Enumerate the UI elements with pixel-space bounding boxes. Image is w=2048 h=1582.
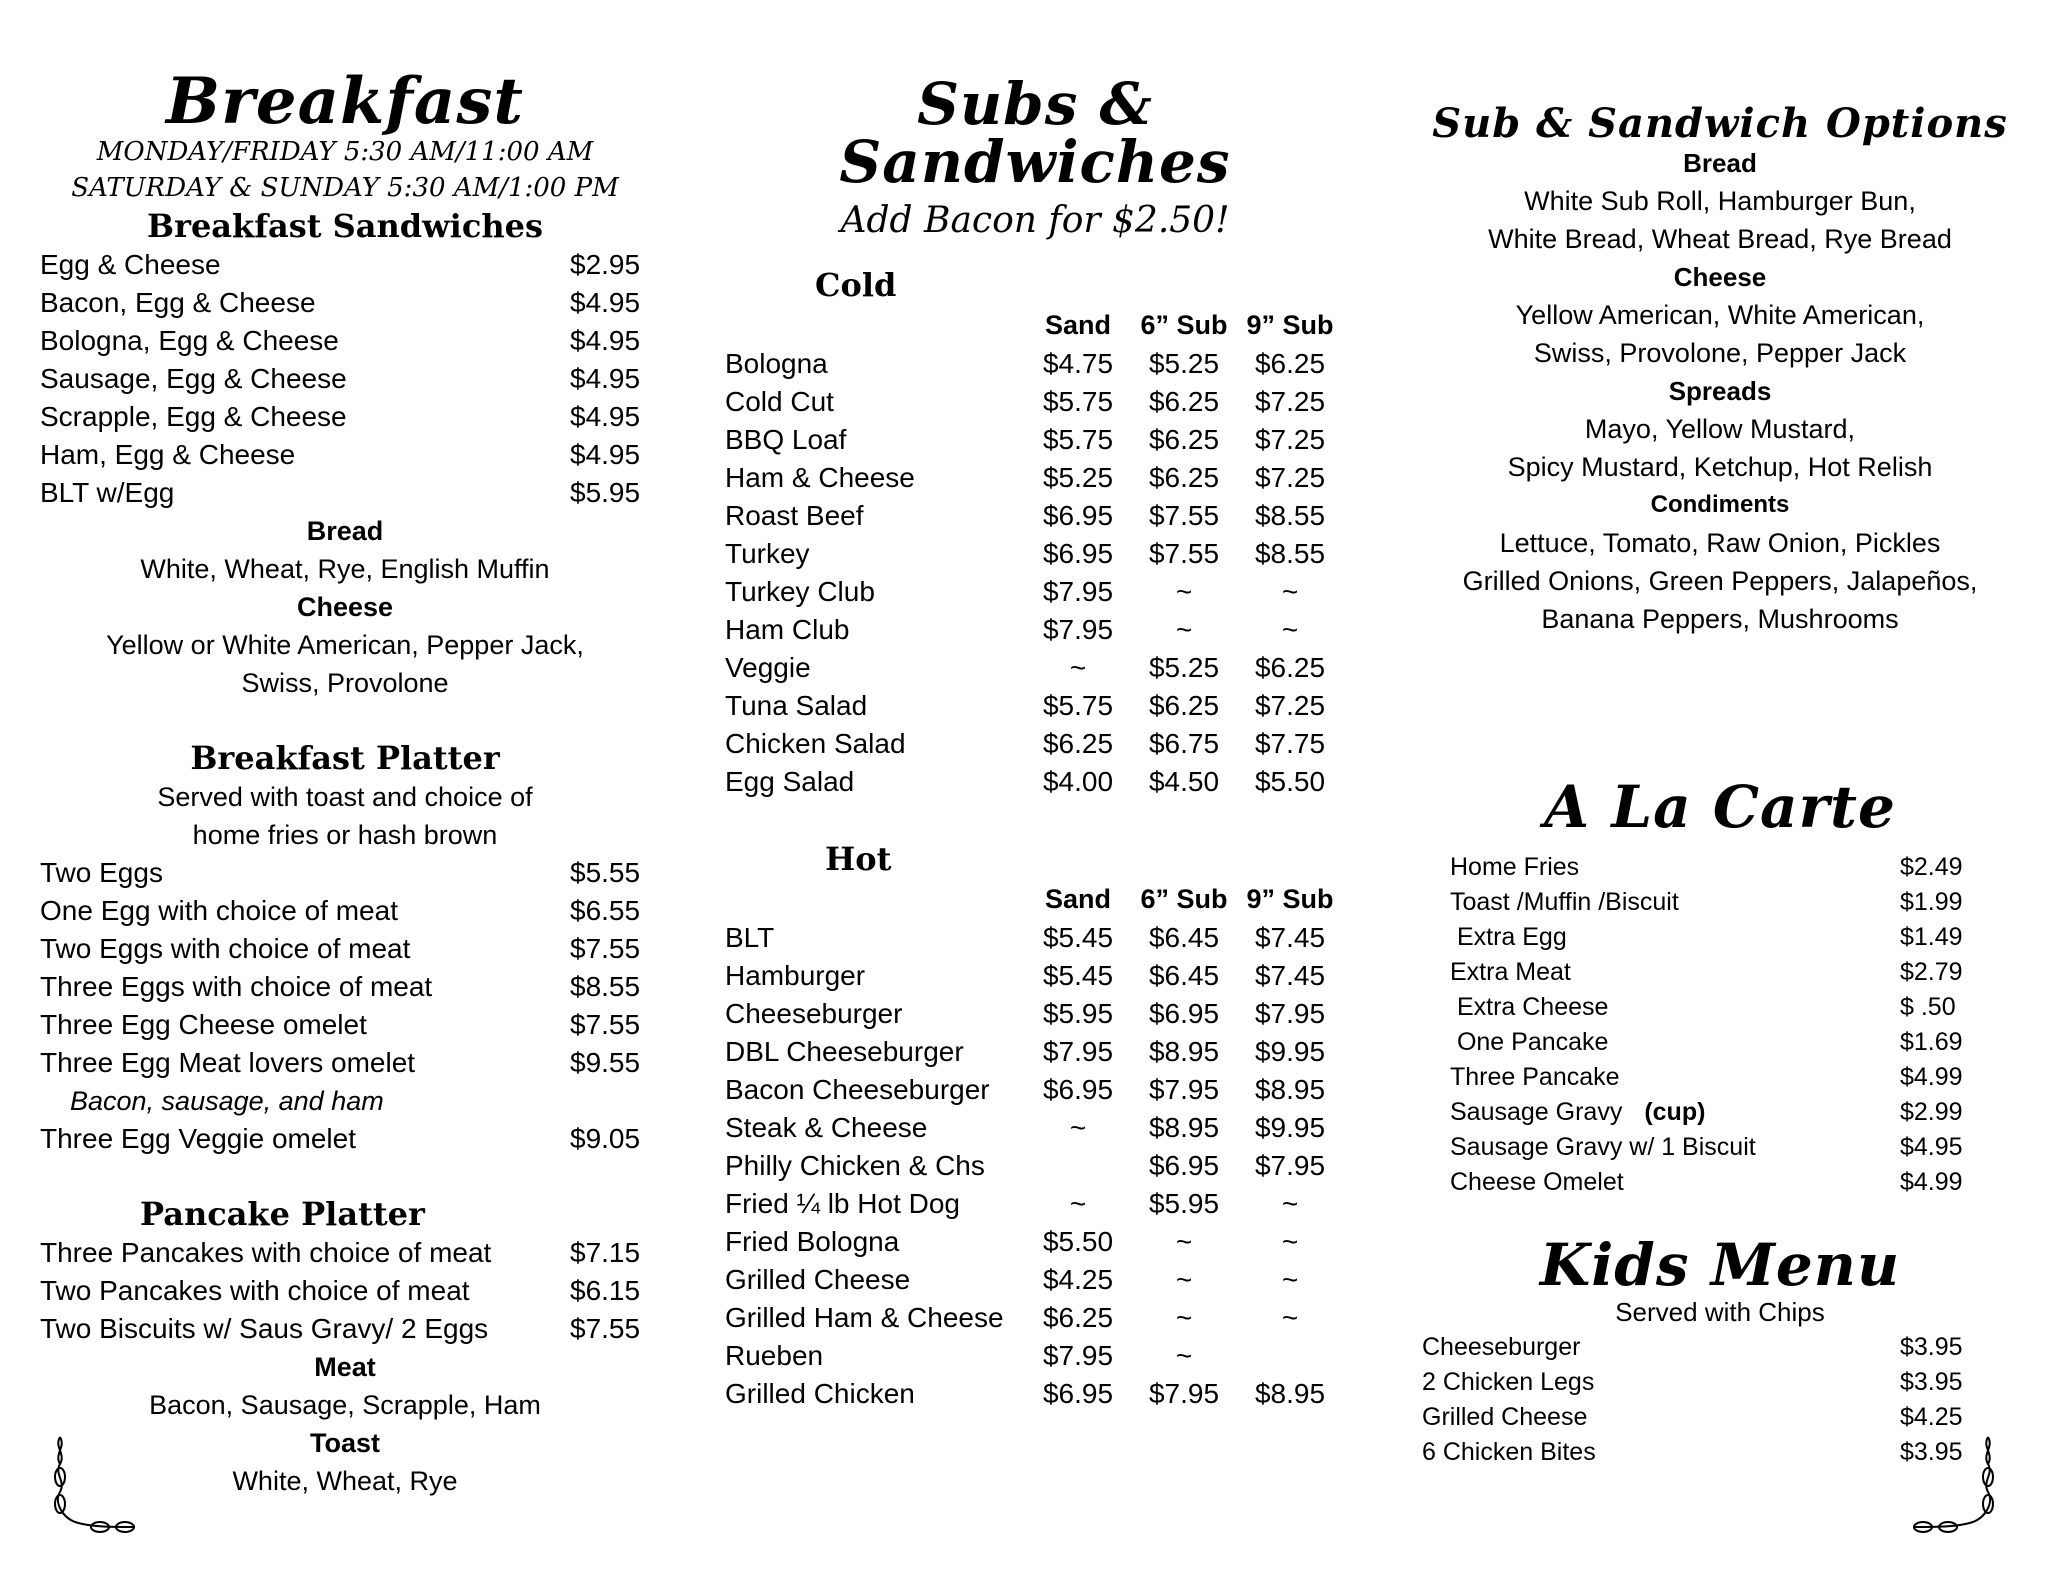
item-price: $4.50 [1148, 766, 1220, 797]
list-item [1450, 885, 1980, 920]
list-item [1450, 1165, 1980, 1200]
options-condiments-text-3: Banana Peppers, Mushrooms [1541, 604, 1899, 634]
item-price: ~ [1175, 1264, 1193, 1295]
platter-desc-1: Served with toast and choice of [157, 782, 533, 812]
options-bread-label: Bread [1683, 148, 1757, 178]
hours-weekend: SATURDAY & SUNDAY 5:30 AM/1:00 PM [71, 173, 619, 203]
list-item [40, 398, 650, 436]
item-name: Extra Egg [1450, 923, 1567, 951]
options-spreads-text-2: Spicy Mustard, Ketchup, Hot Relish [1507, 452, 1933, 482]
item-price: $5.45 [1042, 922, 1114, 953]
cold-table [725, 305, 1343, 801]
subs-column [725, 0, 1345, 1413]
table-row [725, 725, 1343, 763]
alacarte-list [1450, 850, 1980, 1200]
table-row [725, 649, 1343, 687]
meat-label: Meat [314, 1352, 376, 1382]
table-row [725, 459, 1343, 497]
options-condiments-text-2: Grilled Onions, Green Peppers, Jalapeños, [1462, 566, 1978, 596]
item-price: $5.50 [1042, 1226, 1114, 1257]
item-price: ~ [1175, 1302, 1193, 1333]
item-name: Three Egg Cheese omelet [40, 1009, 367, 1040]
list-item [40, 930, 650, 968]
item-price: $6.95 [1042, 1074, 1114, 1105]
table-row [725, 421, 1343, 459]
cheese-label: Cheese [296, 592, 394, 622]
item-price: $5.95 [1042, 998, 1114, 1029]
item-price: $2.99 [1900, 1098, 1963, 1126]
item-price: $7.95 [1254, 998, 1326, 1029]
item-price: $5.50 [1254, 766, 1326, 797]
item-name: Three Egg Veggie omelet [40, 1123, 356, 1154]
item-price: $4.95 [570, 325, 641, 356]
item-price: $6.15 [570, 1275, 641, 1306]
table-row [725, 1299, 1343, 1337]
item-name: Two Biscuits w/ Saus Gravy/ 2 Eggs [40, 1313, 489, 1344]
list-item [40, 284, 650, 322]
list-item [40, 892, 650, 930]
item-price: ~ [1175, 576, 1193, 607]
cheese-text-2: Swiss, Provolone [241, 668, 449, 698]
list-item [1450, 955, 1980, 990]
item-price: $7.95 [1042, 1036, 1114, 1067]
cheese-text-1: Yellow or White American, Pepper Jack, [106, 630, 584, 660]
item-name: Scrapple, Egg & Cheese [40, 401, 347, 432]
item-name: Steak & Cheese [725, 1112, 928, 1143]
item-name: Three Pancake [1450, 1063, 1620, 1091]
item-price: $7.25 [1254, 462, 1326, 493]
item-name: Extra Meat [1450, 958, 1571, 986]
list-item [1450, 990, 1980, 1025]
item-price: $3.95 [1900, 1368, 1963, 1396]
pancake-platter-title: Pancake Platter [140, 1195, 425, 1233]
list-item [1450, 1130, 1980, 1165]
item-price: $8.55 [1254, 538, 1326, 569]
item-name: Chicken Salad [725, 728, 906, 759]
item-name: Ham, Egg & Cheese [40, 439, 296, 470]
meat-text: Bacon, Sausage, Scrapple, Ham [149, 1390, 541, 1420]
item-price: $5.25 [1148, 348, 1220, 379]
options-spreads-text-1: Mayo, Yellow Mustard, [1584, 414, 1856, 444]
item-price: $1.99 [1900, 888, 1963, 916]
item-price: $3.95 [1900, 1438, 1963, 1466]
item-price: ~ [1281, 1264, 1299, 1295]
list-item [40, 322, 650, 360]
item-price: $7.75 [1254, 728, 1326, 759]
item-price: $6.95 [1042, 500, 1114, 531]
item-name: Bologna [725, 348, 828, 379]
item-price: $6.95 [1148, 1150, 1220, 1181]
list-item [40, 1310, 650, 1348]
item-price: $5.75 [1042, 690, 1114, 721]
hot-title: Hot [825, 840, 892, 878]
table-row [725, 611, 1343, 649]
item-price: $4.75 [1042, 348, 1114, 379]
list-item [40, 1006, 650, 1044]
item-name: Two Eggs with choice of meat [40, 933, 411, 964]
item-price: $4.95 [570, 401, 641, 432]
item-name: Grilled Ham & Cheese [725, 1302, 1004, 1333]
kids-subtitle: Served with Chips [1615, 1297, 1825, 1327]
item-price: $6.25 [1254, 348, 1326, 379]
list-item [40, 436, 650, 474]
item-price: $7.95 [1254, 1150, 1326, 1181]
item-price: $5.75 [1042, 424, 1114, 455]
item-name: Cheese Omelet [1450, 1168, 1624, 1196]
item-price: $6.95 [1148, 998, 1220, 1029]
pancake-platter-list [40, 1234, 650, 1348]
item-name: BBQ Loaf [725, 424, 847, 455]
breakfast-column [40, 0, 650, 1500]
table-row [725, 919, 1343, 957]
flourish-left-icon [40, 1432, 150, 1542]
options-spreads-label: Spreads [1668, 376, 1772, 406]
options-condiments-text-1: Lettuce, Tomato, Raw Onion, Pickles [1499, 528, 1941, 558]
item-name: Ham Club [725, 614, 850, 645]
bacon-note: Add Bacon for $2.50! [840, 200, 1230, 241]
item-price: $4.99 [1900, 1063, 1963, 1091]
item-price: $3.95 [1900, 1333, 1963, 1361]
item-price: $9.95 [1254, 1112, 1326, 1143]
item-price: $7.15 [570, 1237, 641, 1268]
table-row [725, 1071, 1343, 1109]
item-price: $5.45 [1042, 960, 1114, 991]
item-price: $2.49 [1900, 853, 1963, 881]
breakfast-title: Breakfast [166, 64, 524, 139]
item-name: Cheeseburger [725, 998, 903, 1029]
list-item [1450, 850, 1980, 885]
item-name: Egg Salad [725, 766, 855, 797]
item-price: $2.95 [570, 249, 641, 280]
list-item [1450, 920, 1980, 955]
list-item [40, 1044, 650, 1082]
item-price: ~ [1281, 614, 1299, 645]
item-price: ~ [1281, 576, 1299, 607]
list-item [1422, 1400, 1980, 1435]
item-name: Grilled Cheese [725, 1264, 911, 1295]
item-price: $7.95 [1148, 1074, 1220, 1105]
item-name: Three Pancakes with choice of meat [40, 1237, 492, 1268]
item-price: ~ [1175, 1340, 1193, 1371]
item-price: $4.95 [1900, 1133, 1963, 1161]
item-name: Extra Cheese [1450, 993, 1609, 1021]
item-price: $1.49 [1900, 923, 1963, 951]
table-row [725, 1033, 1343, 1071]
item-price: $7.25 [1254, 424, 1326, 455]
table-row [725, 763, 1343, 801]
table-header-9-sub: 9” Sub [1246, 883, 1334, 914]
item-price: $4.95 [570, 363, 641, 394]
item-price: ~ [1281, 1226, 1299, 1257]
cup-label: (cup) [1644, 1098, 1706, 1126]
item-name: Sausage Gravy w/ 1 Biscuit [1450, 1133, 1756, 1161]
item-price: $5.95 [570, 477, 641, 508]
item-name: Two Eggs [40, 857, 163, 888]
item-price: $9.05 [570, 1123, 641, 1154]
item-price: $5.55 [570, 857, 641, 888]
breakfast-platter-list [40, 854, 650, 1082]
item-name: Cold Cut [725, 386, 834, 417]
item-name: Philly Chicken & Chs [725, 1150, 985, 1181]
item-name: Hamburger [725, 960, 866, 991]
item-name: Roast Beef [725, 500, 864, 531]
item-price: $2.79 [1900, 958, 1963, 986]
item-price: $6.45 [1148, 960, 1220, 991]
item-name: Grilled Cheese [1422, 1403, 1588, 1431]
bread-label: Bread [306, 516, 384, 546]
item-name: Turkey [725, 538, 810, 569]
item-price: $6.25 [1148, 462, 1220, 493]
options-bread-text-2: White Bread, Wheat Bread, Rye Bread [1488, 224, 1952, 254]
flourish-right-icon [1898, 1432, 2008, 1542]
item-name: Bacon, Egg & Cheese [40, 287, 316, 318]
breakfast-platter-title: Breakfast Platter [190, 739, 500, 777]
item-name: Home Fries [1450, 853, 1580, 881]
list-item [40, 1234, 650, 1272]
item-name: DBL Cheeseburger [725, 1036, 964, 1067]
item-price: $6.95 [1042, 538, 1114, 569]
item-price [1237, 1337, 1343, 1375]
item-name: 2 Chicken Legs [1422, 1368, 1595, 1396]
item-price: ~ [1175, 1226, 1193, 1257]
table-row [725, 345, 1343, 383]
item-price: $7.25 [1254, 386, 1326, 417]
item-price: $5.95 [1148, 1188, 1220, 1219]
item-name: Sausage, Egg & Cheese [40, 363, 347, 394]
item-name: Rueben [725, 1340, 824, 1371]
cold-title: Cold [815, 266, 897, 304]
item-name: Two Pancakes with choice of meat [40, 1275, 470, 1306]
options-cheese-text-1: Yellow American, White American, [1515, 300, 1925, 330]
item-price: $8.55 [570, 971, 641, 1002]
item-name: Fried Bologna [725, 1226, 900, 1257]
list-item [40, 968, 650, 1006]
item-name: Veggie [725, 652, 811, 683]
table-row [725, 957, 1343, 995]
item-name: Ham & Cheese [725, 462, 915, 493]
item-name: Cheeseburger [1422, 1333, 1581, 1361]
item-name: Tuna Salad [725, 690, 868, 721]
table-row [725, 1185, 1343, 1223]
breakfast-sandwiches-list [40, 246, 650, 512]
item-price: $6.25 [1042, 728, 1114, 759]
table-row [725, 1223, 1343, 1261]
item-price: $5.75 [1042, 386, 1114, 417]
item-name: Three Eggs with choice of meat [40, 971, 433, 1002]
item-price: $6.95 [1042, 1378, 1114, 1409]
item-price: $7.25 [1254, 690, 1326, 721]
item-price: $7.55 [570, 1009, 641, 1040]
item-price: $7.95 [1042, 1340, 1114, 1371]
item-price: $7.55 [1148, 500, 1220, 531]
table-header-sand: Sand [1044, 883, 1111, 914]
item-price: $7.95 [1042, 576, 1114, 607]
list-item [40, 854, 650, 892]
item-price: $ .50 [1900, 993, 1956, 1021]
item-price: ~ [1175, 614, 1193, 645]
options-title: Sub & Sandwich Options [1432, 100, 2008, 147]
table-row [725, 573, 1343, 611]
item-price: $4.99 [1900, 1168, 1963, 1196]
item-name: Grilled Chicken [725, 1378, 915, 1409]
item-price: $6.25 [1254, 652, 1326, 683]
item-price: $7.55 [1148, 538, 1220, 569]
table-row [725, 497, 1343, 535]
item-name: Fried ¼ lb Hot Dog [725, 1188, 960, 1219]
table-header-empty [725, 305, 1025, 345]
toast-text: White, Wheat, Rye [232, 1466, 458, 1496]
item-name: One Pancake [1450, 1028, 1609, 1056]
item-price: $4.25 [1900, 1403, 1963, 1431]
table-row [725, 383, 1343, 421]
item-price: $4.00 [1042, 766, 1114, 797]
item-price: $6.55 [570, 895, 641, 926]
list-item [40, 474, 650, 512]
item-name: One Egg with choice of meat [40, 895, 398, 926]
item-price: $5.25 [1148, 652, 1220, 683]
table-header-6-sub: 6” Sub [1140, 309, 1228, 340]
options-condiments-label: Condiments [1650, 491, 1790, 518]
item-price: $6.25 [1042, 1302, 1114, 1333]
item-price: ~ [1281, 1302, 1299, 1333]
options-cheese-text-2: Swiss, Provolone, Pepper Jack [1533, 338, 1907, 368]
table-header-empty [725, 879, 1025, 919]
breakfast-sandwiches-title: Breakfast Sandwiches [147, 207, 543, 245]
item-name: Bologna, Egg & Cheese [40, 325, 339, 356]
item-price: $6.25 [1148, 386, 1220, 417]
item-price: $4.25 [1042, 1264, 1114, 1295]
options-column [1410, 0, 2030, 1470]
table-header-sand: Sand [1044, 309, 1111, 340]
table-header-6-sub: 6” Sub [1140, 883, 1228, 914]
item-price: $5.25 [1042, 462, 1114, 493]
item-price: $6.25 [1148, 690, 1220, 721]
item-name: Egg & Cheese [40, 249, 221, 280]
list-item [40, 1120, 650, 1158]
item-name: Bacon Cheeseburger [725, 1074, 990, 1105]
list-item [1450, 1095, 1980, 1130]
alacarte-title: A La Carte [1544, 773, 1896, 841]
list-item [1450, 1060, 1980, 1095]
item-price: $4.95 [570, 287, 641, 318]
item-price: ~ [1069, 1112, 1087, 1143]
item-price: $8.55 [1254, 500, 1326, 531]
toast-label: Toast [309, 1428, 380, 1458]
item-price: $7.45 [1254, 960, 1326, 991]
table-row [725, 535, 1343, 573]
list-item [1422, 1435, 1980, 1470]
table-row [725, 687, 1343, 725]
list-item [1422, 1365, 1980, 1400]
item-price: $7.55 [570, 1313, 641, 1344]
list-item [1422, 1330, 1980, 1365]
item-price: $7.95 [1042, 614, 1114, 645]
item-price: $6.25 [1148, 424, 1220, 455]
item-price: $7.45 [1254, 922, 1326, 953]
item-price: $4.95 [570, 439, 641, 470]
kids-title: Kids Menu [1539, 1231, 1901, 1299]
item-price: ~ [1281, 1188, 1299, 1219]
item-name: 6 Chicken Bites [1422, 1438, 1596, 1466]
options-bread-text-1: White Sub Roll, Hamburger Bun, [1524, 186, 1916, 216]
item-price: $1.69 [1900, 1028, 1963, 1056]
item-price: $6.75 [1148, 728, 1220, 759]
meat-lovers-note: Bacon, sausage, and ham [70, 1086, 384, 1116]
item-price: $6.45 [1148, 922, 1220, 953]
item-price [1025, 1147, 1131, 1185]
item-name: Turkey Club [725, 576, 875, 607]
hot-table [725, 879, 1343, 1413]
item-price: $9.95 [1254, 1036, 1326, 1067]
item-name: BLT w/Egg [40, 477, 175, 508]
platter-desc-2: home fries or hash brown [192, 820, 498, 850]
options-cheese-label: Cheese [1673, 262, 1767, 292]
table-row [725, 995, 1343, 1033]
list-item [40, 246, 650, 284]
table-header-9-sub: 9” Sub [1246, 309, 1334, 340]
bread-text: White, Wheat, Rye, English Muffin [140, 554, 550, 584]
item-price: ~ [1069, 1188, 1087, 1219]
item-name: Three Egg Meat lovers omelet [40, 1047, 416, 1078]
list-item [1450, 1025, 1980, 1060]
item-price: $9.55 [570, 1047, 641, 1078]
item-name: BLT [725, 922, 775, 953]
subs-title: Subs & Sandwiches [839, 70, 1231, 196]
table-row [725, 1261, 1343, 1299]
list-item [40, 360, 650, 398]
item-price: $8.95 [1148, 1112, 1220, 1143]
table-row [725, 1337, 1343, 1375]
item-price: $8.95 [1254, 1074, 1326, 1105]
list-item [40, 1272, 650, 1310]
item-price: $7.55 [570, 933, 641, 964]
item-price: $8.95 [1148, 1036, 1220, 1067]
table-row [725, 1109, 1343, 1147]
hours-weekday: MONDAY/FRIDAY 5:30 AM/11:00 AM [96, 137, 594, 167]
item-name: Sausage Gravy [1450, 1098, 1623, 1126]
item-name: Toast /Muffin /Biscuit [1450, 888, 1679, 916]
item-price: $7.95 [1148, 1378, 1220, 1409]
table-row [725, 1147, 1343, 1185]
item-price: ~ [1069, 652, 1087, 683]
kids-list [1422, 1330, 1980, 1470]
item-price: $8.95 [1254, 1378, 1326, 1409]
table-row [725, 1375, 1343, 1413]
